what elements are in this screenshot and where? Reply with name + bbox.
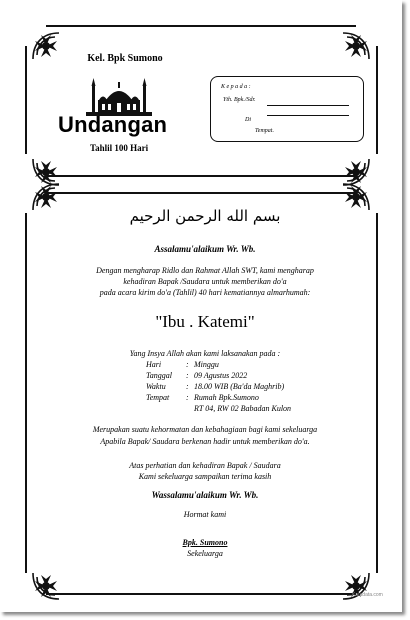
- schedule-value: 18.00 WIB (Ba'da Maghrib): [194, 382, 285, 391]
- tempat-label: Tempat.: [255, 128, 274, 134]
- header-frame-top: [46, 25, 356, 27]
- di-label: Di: [245, 117, 251, 123]
- invitation-subtitle: Tahlil 100 Hari: [90, 143, 149, 153]
- intro-line: pada acara kirim do'a (Tahlil) 40 hari kematiannya almarhumah:: [99, 288, 311, 297]
- header-frame-left: [25, 46, 27, 154]
- thanks-line: Kami sekeluarga sampaikan terima kasih: [138, 472, 272, 481]
- ornament-corner-icon: [29, 569, 63, 603]
- schedule-separator: :: [186, 360, 189, 369]
- thanks-line: Atas perhatian dan kehadiran Bapak / Saudara: [129, 461, 281, 470]
- schedule-label: Hari: [146, 360, 162, 369]
- yth-label: Yth. Bpk./Sdr.: [223, 97, 256, 103]
- basmalah: بسم الله الرحمن الرحيم: [129, 207, 281, 225]
- schedule-value: Rumah Bpk.Sumono: [194, 393, 259, 402]
- header-frame-right: [376, 46, 378, 154]
- schedule-separator: :: [186, 382, 189, 391]
- schedule-label: Tempat: [146, 393, 170, 402]
- main-frame-right: [376, 213, 378, 573]
- honor-line: Merupakan suatu kehormatan dan kebahagiaan bagi kami sekeluarga: [92, 425, 318, 434]
- recipient-name-line: [267, 105, 349, 106]
- signer-role: Sekeluarga: [187, 549, 223, 558]
- recipient-extra-line: [267, 115, 349, 116]
- mosque-icon: [84, 76, 154, 116]
- main-frame-top: [46, 192, 356, 194]
- intro-line: kehadiran Bapak /Saudara untuk memberikan do'a: [123, 277, 287, 286]
- signer-wrap: [40, 538, 370, 547]
- main-frame-left: [25, 213, 27, 573]
- kepada-label: K e p a d a :: [221, 84, 251, 90]
- intro-line: Dengan mengharap Ridlo dan Rahmat Allah SWT, kami mengharap: [96, 266, 314, 275]
- family-name: Kel. Bpk Sumono: [87, 53, 163, 64]
- main-frame-bottom: [46, 593, 356, 595]
- closing-greeting: Wassalamu'alaikum Wr. Wb.: [151, 490, 259, 500]
- honor-line: Apabila Bapak/ Saudara berkenan hadir untuk memberikan do'a.: [100, 437, 310, 446]
- ornament-corner-icon: [29, 29, 63, 63]
- greeting: Assalamu'alaikum Wr. Wb.: [154, 244, 256, 254]
- header-frame-bottom: [46, 175, 356, 177]
- schedule-value: Minggu: [194, 360, 219, 369]
- schedule-value: 09 Agustus 2022: [194, 371, 248, 380]
- deceased-name: "Ibu . Katemi": [155, 312, 255, 331]
- schedule-separator: :: [186, 371, 189, 380]
- signer-name: Bpk. Sumono: [182, 538, 228, 547]
- invitation-title: Undangan: [58, 112, 168, 137]
- ornament-corner-icon: [339, 29, 373, 63]
- schedule-address-line: RT 04, RW 02 Babadan Kulon: [194, 404, 292, 413]
- schedule-label: Tanggal: [146, 371, 172, 380]
- regards: Hormat kami: [183, 510, 227, 519]
- schedule-separator: :: [186, 393, 189, 402]
- schedule-intro: Yang Insya Allah akan kami laksanakan pada :: [129, 349, 281, 358]
- schedule-label: Waktu: [146, 382, 166, 391]
- watermark: Katadata.com: [352, 592, 383, 598]
- address-box: [210, 76, 364, 142]
